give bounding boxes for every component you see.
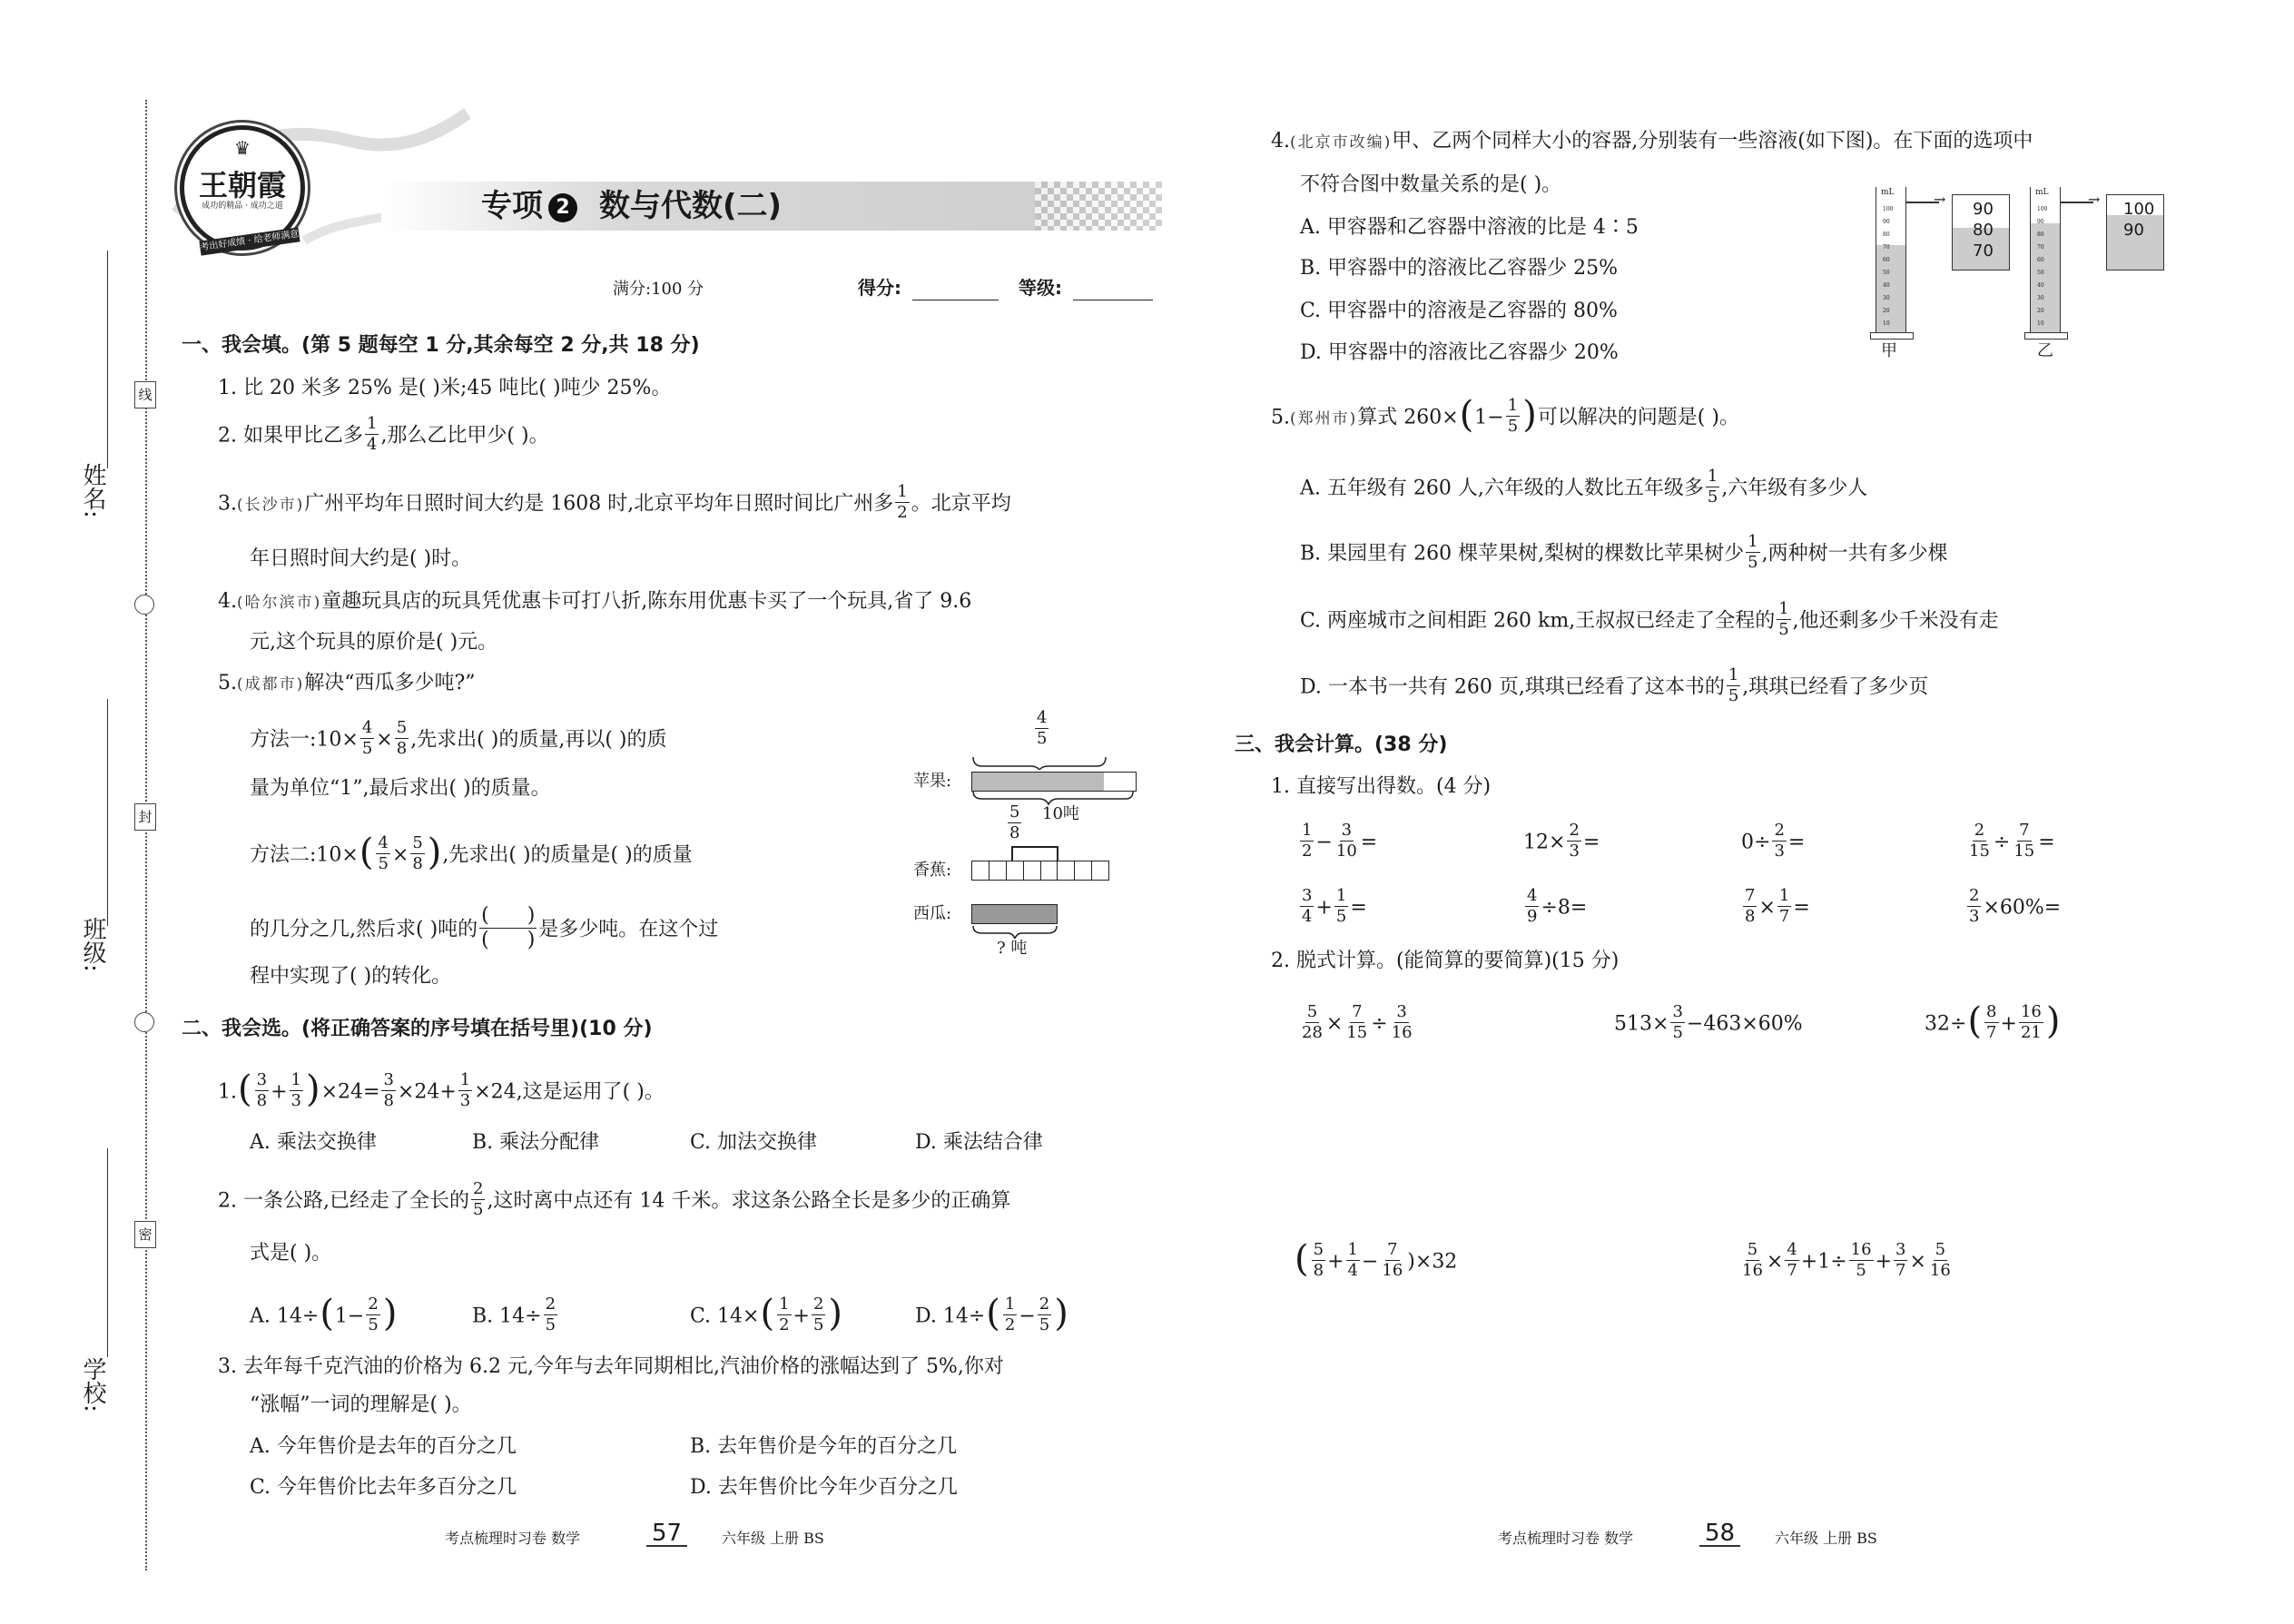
- s2-q3-option-b[interactable]: B. 去年售价是今年的百分之几: [690, 1435, 958, 1458]
- r-q4-option-c[interactable]: C. 甲容器中的溶液是乙容器的 80%: [1300, 300, 1618, 322]
- s2-q2-cont: 式是( )。: [250, 1242, 332, 1265]
- s2-q3-option-a[interactable]: A. 今年售价是去年的百分之几: [250, 1435, 517, 1458]
- score-label: 得分:: [858, 277, 901, 299]
- watermelon-label: 西瓜:: [913, 904, 952, 923]
- calc-4: $\frac{2}{15}$ ÷ $\frac{7}{15}$ =: [1969, 821, 2055, 861]
- source-tag: (北京市改编): [1290, 133, 1393, 152]
- watermelon-question: ? 吨: [997, 939, 1028, 958]
- calc-1: $\frac{1}{2}$ − $\frac{3}{10}$ =: [1302, 821, 1378, 861]
- calc-6: $\frac{4}{9}$ ÷8=: [1527, 886, 1588, 926]
- s2-q1-option-a[interactable]: A. 乘法交换律: [250, 1131, 377, 1154]
- cylinder-a-scale: 100 90 80 70 60 50 40 30 20 10: [1883, 206, 1894, 327]
- cylinder-a-zoom: 90 80 70: [1952, 194, 2010, 271]
- s2-q1-option-d[interactable]: D. 乘法结合律: [915, 1131, 1043, 1154]
- footer-right-text: 考点梳理时习卷 数学: [1498, 1530, 1634, 1547]
- step-calc-2: 513× $\frac{3}{5}$ −463×60%: [1614, 1002, 1803, 1042]
- s2-q3-option-c[interactable]: C. 今年售价比去年多百分之几: [250, 1476, 517, 1499]
- class-label: 班级:: [79, 917, 106, 972]
- class-underline: [107, 699, 108, 926]
- binding-dotted-line: [145, 100, 147, 1570]
- banana-bar: [971, 861, 1109, 881]
- r-q4-option-a[interactable]: A. 甲容器和乙容器中溶液的比是 4∶5: [1300, 216, 1639, 239]
- r-q5: 5.(郑州市)算式 260×(1− $\frac{1}{5}$ )可以解决的问题是( )。: [1271, 393, 1739, 436]
- source-tag: (成都市): [237, 675, 305, 694]
- r-q4: 4.(北京市改编)甲、乙两个同样大小的容器,分别装有一些溶液(如下图)。在下面的选项中: [1271, 130, 2033, 153]
- section1-heading: 一、我会填。(第 5 题每空 1 分,其余每空 2 分,共 18 分): [182, 334, 700, 357]
- s2-q1-option-c[interactable]: C. 加法交换律: [690, 1131, 818, 1154]
- s2-q2-option-c[interactable]: C. 14×( $\frac{1}{2}$ + $\frac{2}{5}$ ): [690, 1292, 843, 1334]
- source-tag: (郑州市): [1290, 409, 1358, 428]
- s2-q2-option-a[interactable]: A. 14÷(1− $\frac{2}{5}$ ): [250, 1292, 398, 1334]
- brand-logo-text: 王朝霞: [198, 168, 286, 202]
- calc-2: 12× $\frac{2}{3}$ =: [1523, 821, 1600, 861]
- s2-q1: 1.( $\frac{3}{8}$ + $\frac{1}{3}$ )×24= $\frac{3}{8}$ ×24+ $\frac{1}{3}$ ×24,这是运用了( )。: [218, 1068, 665, 1110]
- section3-heading: 三、我会计算。(38 分): [1235, 733, 1448, 756]
- name-label: 姓名:: [79, 463, 106, 518]
- footer-right-page-number: 58: [1699, 1521, 1740, 1547]
- brand-tagline: 成功的精品 · 成功之道: [202, 202, 283, 211]
- r-q5-option-c[interactable]: C. 两座城市之间相距 260 km,王叔叔已经走了全程的 $\frac{1}{5}$ ,他还剩多少千米没有走: [1300, 599, 1999, 639]
- s1-q5-method2-end: 程中实现了( )的转化。: [250, 965, 452, 988]
- fraction: $\frac{1}{4}$: [366, 414, 378, 454]
- container-b-name: 乙: [2037, 341, 2053, 360]
- container-b-figure: mL 100 90 80 70 60 50 40 30 20 10 → 100 90 乙: [2024, 182, 2197, 363]
- source-tag: (哈尔滨市): [237, 594, 322, 612]
- s1-q5-method1-cont: 量为单位“1”,最后求出( )的质量。: [250, 777, 551, 800]
- container-a-name: 甲: [1881, 341, 1897, 360]
- seal-line-mark: 线: [134, 381, 156, 408]
- arrow-icon: →: [1934, 191, 1946, 208]
- s2-q3-option-d[interactable]: D. 去年售价比今年少百分之几: [690, 1476, 958, 1499]
- step-calc-3: 32÷( $\frac{8}{7}$ + $\frac{16}{21}$ ): [1925, 999, 2061, 1042]
- watermelon-bar: [971, 904, 1058, 924]
- footer-left-page-number: 57: [646, 1521, 687, 1547]
- school-label: 学校:: [79, 1357, 106, 1412]
- s1-q5-method2: 方法二:10×( $\frac{4}{5}$ × $\frac{5}{8}$ ),先求出( )的质量是( )的质量: [250, 831, 693, 873]
- s2-q1-option-b[interactable]: B. 乘法分配律: [472, 1131, 600, 1154]
- s2-q2-option-b[interactable]: B. 14÷ $\frac{2}{5}$: [472, 1294, 556, 1334]
- calc-3: 0÷ $\frac{2}{3}$ =: [1741, 821, 1806, 861]
- s1-q4-cont: 元,这个玩具的原价是( )元。: [250, 631, 498, 654]
- section2-heading: 二、我会选。(将正确答案的序号填在括号里)(10 分): [182, 1018, 653, 1040]
- footer-left-grade: 六年级 上册 BS: [722, 1530, 824, 1547]
- s1-q3: 3.(长沙市)广州平均年日照时间大约是 1608 时,北京平均年日照时间比广州多 $\frac{1}{2}$ 。北京平均: [218, 482, 1011, 522]
- step-calc-1: $\frac{5}{28}$ × $\frac{7}{15}$ ÷ $\frac{3}{16}$: [1302, 1002, 1413, 1042]
- apple-brace: [971, 755, 1108, 770]
- source-tag: (长沙市): [237, 496, 305, 515]
- apple-bar: [971, 772, 1137, 792]
- s2-q3-cont: “涨幅”一词的理解是( )。: [250, 1393, 472, 1416]
- s1-q5-method1: 方法一:10× $\frac{4}{5}$ × $\frac{5}{8}$ ,先求出( )的质量,再以( )的质: [250, 718, 667, 758]
- r-q5-option-d[interactable]: D. 一本书一共有 260 页,琪琪已经看了这本书的 $\frac{1}{5}$ ,琪琪已经看了多少页: [1300, 665, 1929, 705]
- s1-q1: 1. 比 20 米多 25% 是( )米;45 吨比( )吨少 25%。: [218, 377, 672, 399]
- r-q4-option-d[interactable]: D. 甲容器中的溶液比乙容器少 20%: [1300, 341, 1619, 364]
- s3-q1: 1. 直接写出得数。(4 分): [1271, 775, 1492, 798]
- fruit-diagram: $\frac{4}{5}$ 苹果: 10吨 $\frac{5}{8}$ 香蕉: 西瓜: ? 吨: [908, 708, 1126, 962]
- banana-label: 香蕉:: [913, 861, 952, 880]
- r-q5-option-b[interactable]: B. 果园里有 260 棵苹果树,梨树的棵数比苹果树少 $\frac{1}{5}$ ,两种树一共有多少棵: [1300, 532, 1948, 572]
- full-score-label: 满分:100 分: [613, 280, 704, 299]
- s1-q5-method2-cont: 的几分之几,然后求( )吨的 $\frac{( )}{( )}$ 是多少吨。在这个过: [250, 904, 719, 951]
- title-number-badge: 2: [548, 193, 577, 222]
- page-title: [481, 188, 783, 224]
- footer-left-text: 考点梳理时习卷 数学: [445, 1530, 581, 1547]
- s2-q2-option-d[interactable]: D. 14÷( $\frac{1}{2}$ − $\frac{2}{5}$ ): [915, 1292, 1068, 1334]
- apple-qty: 10吨: [1042, 804, 1079, 823]
- s1-q2: 2. 如果甲比乙多 $\frac{1}{4}$ ,那么乙比甲少( )。: [218, 414, 549, 454]
- step-calc-4: ( $\frac{5}{8}$ + $\frac{1}{4}$ − $\frac{7}{16}$ )×32: [1295, 1237, 1458, 1280]
- seal-secret-mark: 密: [134, 1221, 156, 1248]
- grade-label: 等级:: [1019, 277, 1062, 299]
- cylinder-b-scale: 100 90 80 70 60 50 40 30 20 10: [2037, 206, 2048, 327]
- title-checker-pattern: [1035, 182, 1162, 231]
- arrow-icon: →: [2088, 191, 2101, 208]
- r-q4-option-b[interactable]: B. 甲容器中的溶液比乙容器少 25%: [1300, 257, 1619, 280]
- brand-banner: 考出好成绩 · 给老师满意: [199, 227, 300, 255]
- s3-q2: 2. 脱式计算。(能简算的要简算)(15 分): [1271, 950, 1620, 972]
- name-underline: [107, 251, 108, 468]
- r-q5-option-a[interactable]: A. 五年级有 260 人,六年级的人数比五年级多 $\frac{1}{5}$ ,六年级有多少人: [1300, 467, 1868, 507]
- seal-seal-mark: 封: [134, 803, 156, 831]
- container-a-figure: mL 100 90 80 70 60 50 40 30 20 10 → 90 80 70 甲: [1870, 182, 2043, 363]
- cylinder-b-zoom: 100 90: [2106, 194, 2164, 271]
- title-prefix: 专项: [481, 188, 543, 224]
- crown-icon: ♛: [234, 137, 251, 159]
- s1-q3-cont: 年日照时间大约是( )时。: [250, 547, 472, 570]
- calc-5: $\frac{3}{4}$ + $\frac{1}{5}$ =: [1302, 886, 1367, 926]
- s1-q5: 5.(成都市)解决“西瓜多少吨?”: [218, 672, 476, 694]
- footer-right-grade: 六年级 上册 BS: [1775, 1530, 1877, 1547]
- title-main: 数与代数(二): [599, 188, 783, 224]
- apple-label: 苹果:: [913, 772, 952, 791]
- calc-8: $\frac{2}{3}$ ×60%=: [1969, 886, 2062, 926]
- r-q4-cont: 不符合图中数量关系的是( )。: [1300, 173, 1562, 196]
- s1-q4: 4.(哈尔滨市)童趣玩具店的玩具凭优惠卡可打八折,陈东用优惠卡买了一个玩具,省了 9.6: [218, 590, 972, 613]
- s2-q3: 3. 去年每千克汽油的价格为 6.2 元,今年与去年同期相比,汽油价格的涨幅达到了 5%,你对: [218, 1355, 1004, 1378]
- step-calc-5: $\frac{5}{16}$ × $\frac{4}{7}$ +1÷ $\frac{16}{5}$ + $\frac{3}{7}$ × $\frac{5}{16}$: [1742, 1240, 1951, 1280]
- s2-q2: 2. 一条公路,已经走了全长的 $\frac{2}{5}$ ,这时离中点还有 14 千米。求这条公路全长是多少的正确算: [218, 1179, 1011, 1219]
- calc-7: $\frac{7}{8}$ × $\frac{1}{7}$ =: [1745, 886, 1810, 926]
- school-underline: [107, 1148, 108, 1357]
- binding-hole-2: [134, 1012, 154, 1032]
- binding-hole-1: [134, 595, 154, 615]
